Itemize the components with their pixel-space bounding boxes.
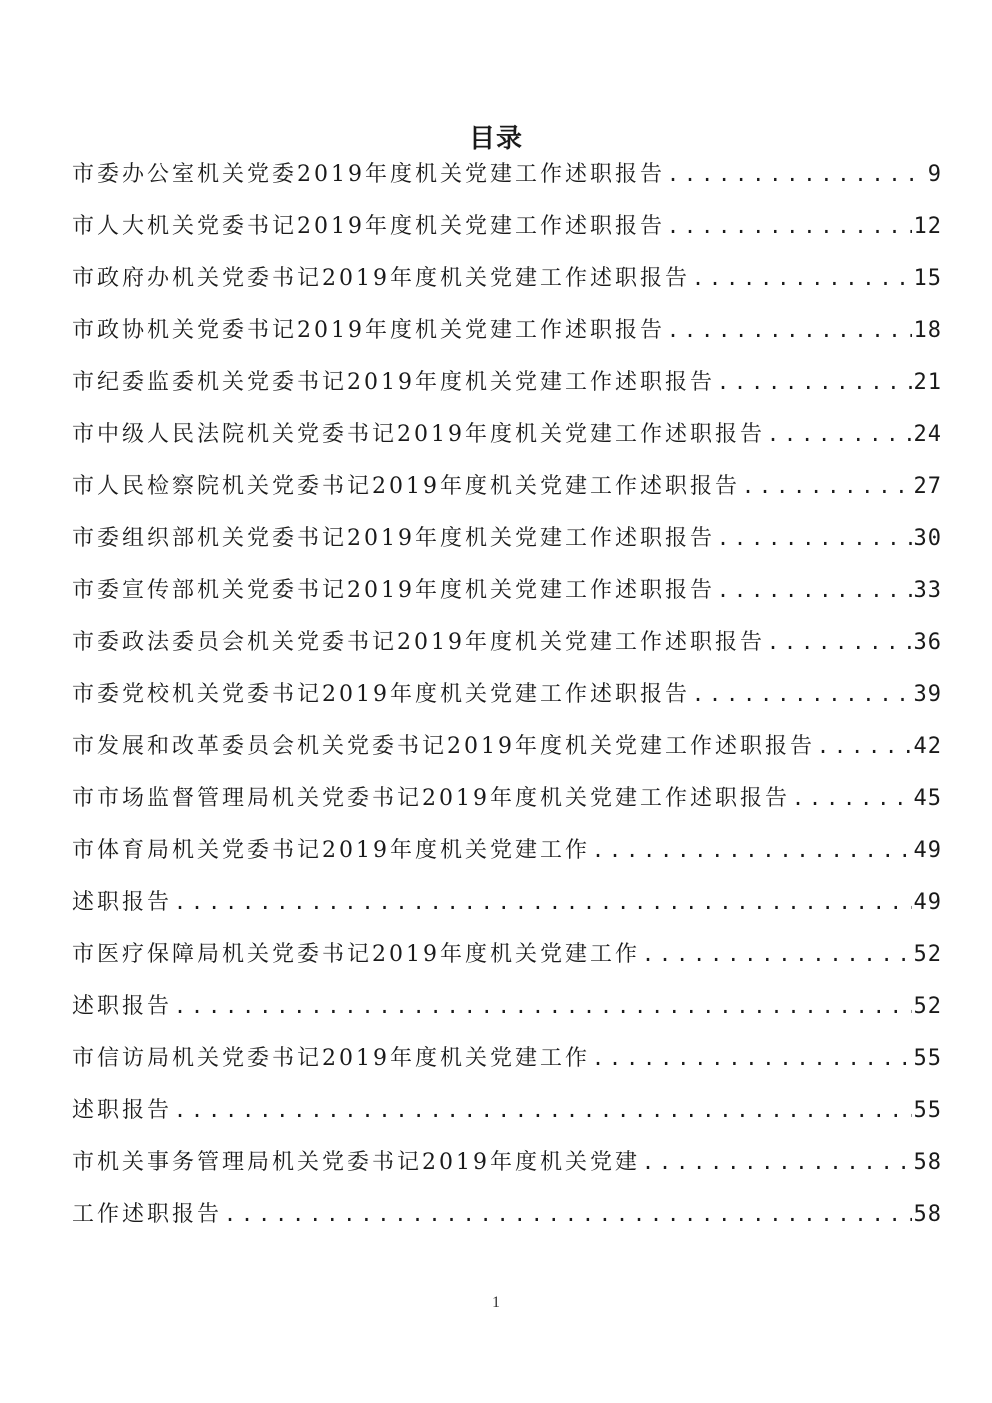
toc-page-number: 52: [913, 994, 942, 1019]
toc-page-number: 55: [913, 1098, 942, 1123]
page-footer-number: 1: [492, 1294, 500, 1311]
table-of-contents: [72, 152, 942, 1244]
toc-entry-title: 市委党校机关党委书记2019年度机关党建工作述职报告: [72, 682, 690, 707]
toc-dot-leader: [642, 1140, 912, 1184]
toc-page-number: 49: [913, 838, 942, 863]
toc-page-number: 45: [913, 786, 942, 811]
toc-dot-leader: [742, 464, 912, 508]
toc-entry[interactable]: [72, 724, 942, 776]
toc-entry-title: 市市场监督管理局机关党委书记2019年度机关党建工作述职报告: [72, 786, 790, 811]
toc-page-number: 24: [913, 422, 942, 447]
toc-entry[interactable]: [72, 1036, 942, 1088]
toc-entry[interactable]: [72, 568, 942, 620]
toc-entry-title: 市委办公室机关党委2019年度机关党建工作述职报告: [72, 162, 665, 187]
toc-page-number: 55: [913, 1046, 942, 1071]
toc-page-number: 42: [913, 734, 942, 759]
toc-dot-leader: [174, 984, 911, 1028]
toc-entry[interactable]: [72, 776, 942, 828]
toc-entry[interactable]: [72, 1140, 942, 1192]
toc-entry-title: 市体育局机关党委书记2019年度机关党建工作: [72, 838, 590, 863]
toc-page-number: 49: [913, 890, 942, 915]
toc-dot-leader: [692, 256, 912, 300]
toc-page-number: 15: [913, 266, 942, 291]
toc-entry[interactable]: [72, 880, 942, 932]
toc-dot-leader: [692, 672, 912, 716]
toc-entry-title: 市委组织部机关党委书记2019年度机关党建工作述职报告: [72, 526, 715, 551]
toc-dot-leader: [717, 360, 912, 404]
toc-dot-leader: [224, 1192, 911, 1236]
toc-entry[interactable]: [72, 516, 942, 568]
toc-entry[interactable]: [72, 360, 942, 412]
toc-entry[interactable]: [72, 1192, 942, 1244]
toc-page-number: 58: [913, 1150, 942, 1175]
toc-entry-title: 述职报告: [72, 1098, 173, 1123]
toc-entry-title: 市纪委监委机关党委书记2019年度机关党建工作述职报告: [72, 370, 715, 395]
toc-dot-leader: [767, 412, 912, 456]
toc-dot-leader: [592, 1036, 912, 1080]
toc-entry[interactable]: [72, 984, 942, 1036]
toc-dot-leader: [717, 568, 912, 612]
toc-dot-leader: [667, 152, 926, 196]
toc-entry[interactable]: [72, 464, 942, 516]
toc-page-number: 9: [927, 162, 942, 187]
toc-dot-leader: [592, 828, 912, 872]
toc-page-number: 33: [913, 578, 942, 603]
toc-page-number: 39: [913, 682, 942, 707]
toc-dot-leader: [174, 1088, 911, 1132]
toc-dot-leader: [767, 620, 912, 664]
toc-entry[interactable]: [72, 256, 942, 308]
toc-page-number: 30: [913, 526, 942, 551]
toc-entry[interactable]: [72, 932, 942, 984]
toc-page-number: 21: [913, 370, 942, 395]
toc-entry-title: 述职报告: [72, 890, 173, 915]
toc-entry[interactable]: [72, 412, 942, 464]
toc-entry[interactable]: [72, 672, 942, 724]
toc-page-number: 12: [913, 214, 942, 239]
toc-entry-title: 市委政法委员会机关党委书记2019年度机关党建工作述职报告: [72, 630, 765, 655]
toc-dot-leader: [667, 308, 912, 352]
toc-entry[interactable]: [72, 620, 942, 672]
page-title: 目录: [468, 124, 523, 155]
toc-page-number: 18: [913, 318, 942, 343]
toc-entry-title: 市发展和改革委员会机关党委书记2019年度机关党建工作述职报告: [72, 734, 815, 759]
toc-entry[interactable]: [72, 828, 942, 880]
toc-page-number: 58: [913, 1202, 942, 1227]
toc-entry-title: 述职报告: [72, 994, 173, 1019]
toc-page-number: 52: [913, 942, 942, 967]
toc-entry-title: 市中级人民法院机关党委书记2019年度机关党建工作述职报告: [72, 422, 765, 447]
toc-dot-leader: [174, 880, 911, 924]
toc-entry-title: 市人民检察院机关党委书记2019年度机关党建工作述职报告: [72, 474, 740, 499]
toc-dot-leader: [717, 516, 912, 560]
toc-entry[interactable]: [72, 152, 942, 204]
toc-entry-title: 市机关事务管理局机关党委书记2019年度机关党建: [72, 1150, 640, 1175]
toc-entry-title: 市信访局机关党委书记2019年度机关党建工作: [72, 1046, 590, 1071]
toc-entry-title: 市政协机关党委书记2019年度机关党建工作述职报告: [72, 318, 665, 343]
toc-entry-title: 市政府办机关党委书记2019年度机关党建工作述职报告: [72, 266, 690, 291]
toc-entry-title: 市人大机关党委书记2019年度机关党建工作述职报告: [72, 214, 665, 239]
toc-dot-leader: [642, 932, 912, 976]
toc-dot-leader: [667, 204, 912, 248]
toc-page-number: 27: [913, 474, 942, 499]
toc-page-number: 36: [913, 630, 942, 655]
toc-entry-title: 工作述职报告: [72, 1202, 223, 1227]
toc-dot-leader: [792, 776, 912, 820]
toc-entry-title: 市委宣传部机关党委书记2019年度机关党建工作述职报告: [72, 578, 715, 603]
toc-entry[interactable]: [72, 204, 942, 256]
toc-entry-title: 市医疗保障局机关党委书记2019年度机关党建工作: [72, 942, 640, 967]
toc-dot-leader: [817, 724, 912, 768]
toc-entry[interactable]: [72, 308, 942, 360]
toc-entry[interactable]: [72, 1088, 942, 1140]
